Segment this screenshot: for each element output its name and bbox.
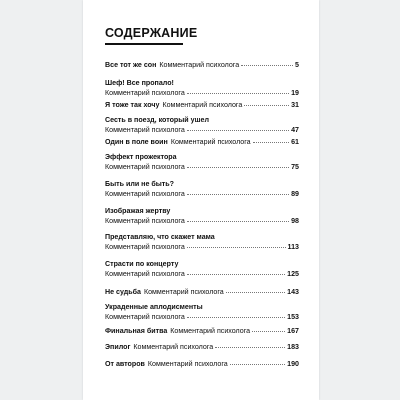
entry-page-number: 167 [287,327,299,335]
dot-leader [187,167,289,168]
toc-entry [105,138,299,148]
contents-heading: СОДЕРЖАНИЕ [105,26,198,40]
entry-title: Не судьба [105,288,141,296]
entry-subtitle: Комментарий психолога [159,61,240,69]
entry-page-number: 89 [291,189,299,198]
entry-subtitle: Комментарий психолога [105,88,185,97]
entry-subtitle: Комментарий психолога [147,360,228,368]
entry-subtitle: Комментарий психолога [170,327,251,335]
entry-subtitle: Комментарий психолога [133,343,214,351]
toc-entry [105,101,299,111]
entry-page-number: 143 [287,288,299,296]
entry-title: Все тот же сон [105,61,157,69]
entry-subtitle: Комментарий психолога [105,162,185,171]
entry-subtitle: Комментарий психолога [105,216,185,225]
toc-entry [105,116,299,135]
toc-entry [105,61,299,71]
entry-title: Быть или не быть? [105,180,174,188]
toc-entry [105,260,299,279]
toc-entry [105,327,299,337]
toc-entry [105,303,299,322]
entry-page-number: 19 [291,88,299,97]
entry-subtitle: Комментарий психолога [105,269,185,278]
dot-leader [241,65,293,66]
entry-page-number: 31 [291,101,299,109]
entry-page-number: 190 [287,360,299,368]
dot-leader [244,105,289,106]
book-page [83,0,319,400]
dot-leader [253,142,289,143]
dot-leader [187,130,289,131]
dot-leader [187,274,285,275]
toc-entry [105,153,299,172]
entry-page-number: 125 [287,269,299,278]
toc-entry [105,288,299,298]
entry-title: Один в поле воин [105,138,168,146]
dot-leader [187,93,289,94]
dot-leader [226,292,285,293]
entry-title: Эпилог [105,343,131,351]
entry-title: Изображая жертву [105,207,171,215]
entry-subtitle: Комментарий психолога [105,312,185,321]
dot-leader [252,331,285,332]
entry-title: Финальная битва [105,327,168,335]
entry-page-number: 153 [287,312,299,321]
entry-subtitle: Комментарий психолога [105,242,185,251]
entry-title: Шеф! Все пропало! [105,79,174,87]
entry-page-number: 183 [287,343,299,351]
toc-entry [105,207,299,226]
entry-title: От авторов [105,360,145,368]
entry-subtitle: Комментарий психолога [105,125,185,134]
dot-leader [215,347,285,348]
toc-entry [105,79,299,98]
heading-underline [105,43,183,45]
entry-title: Сесть в поезд, который ушел [105,116,209,124]
entry-title: Я тоже так хочу [105,101,160,109]
entry-subtitle: Комментарий психолога [105,189,185,198]
entry-page-number: 98 [291,216,299,225]
entry-page-number: 75 [291,162,299,171]
dot-leader [230,364,285,365]
entry-title: Страсти по концерту [105,260,179,268]
dot-leader [187,221,289,222]
entry-page-number: 47 [291,125,299,134]
toc-entry [105,360,299,370]
entry-subtitle: Комментарий психолога [162,101,243,109]
entry-subtitle: Комментарий психолога [170,138,251,146]
dot-leader [187,247,286,248]
entry-title: Эффект прожектора [105,153,177,161]
entry-page-number: 113 [287,242,299,251]
entry-subtitle: Комментарий психолога [143,288,224,296]
toc-entry [105,343,299,353]
entry-title: Представляю, что скажет мама [105,233,215,241]
toc-entry [105,233,299,252]
dot-leader [187,317,285,318]
entry-page-number: 5 [295,61,299,69]
entry-title: Украденные аплодисменты [105,303,203,311]
entry-page-number: 61 [291,138,299,146]
toc-entry [105,180,299,199]
dot-leader [187,194,289,195]
